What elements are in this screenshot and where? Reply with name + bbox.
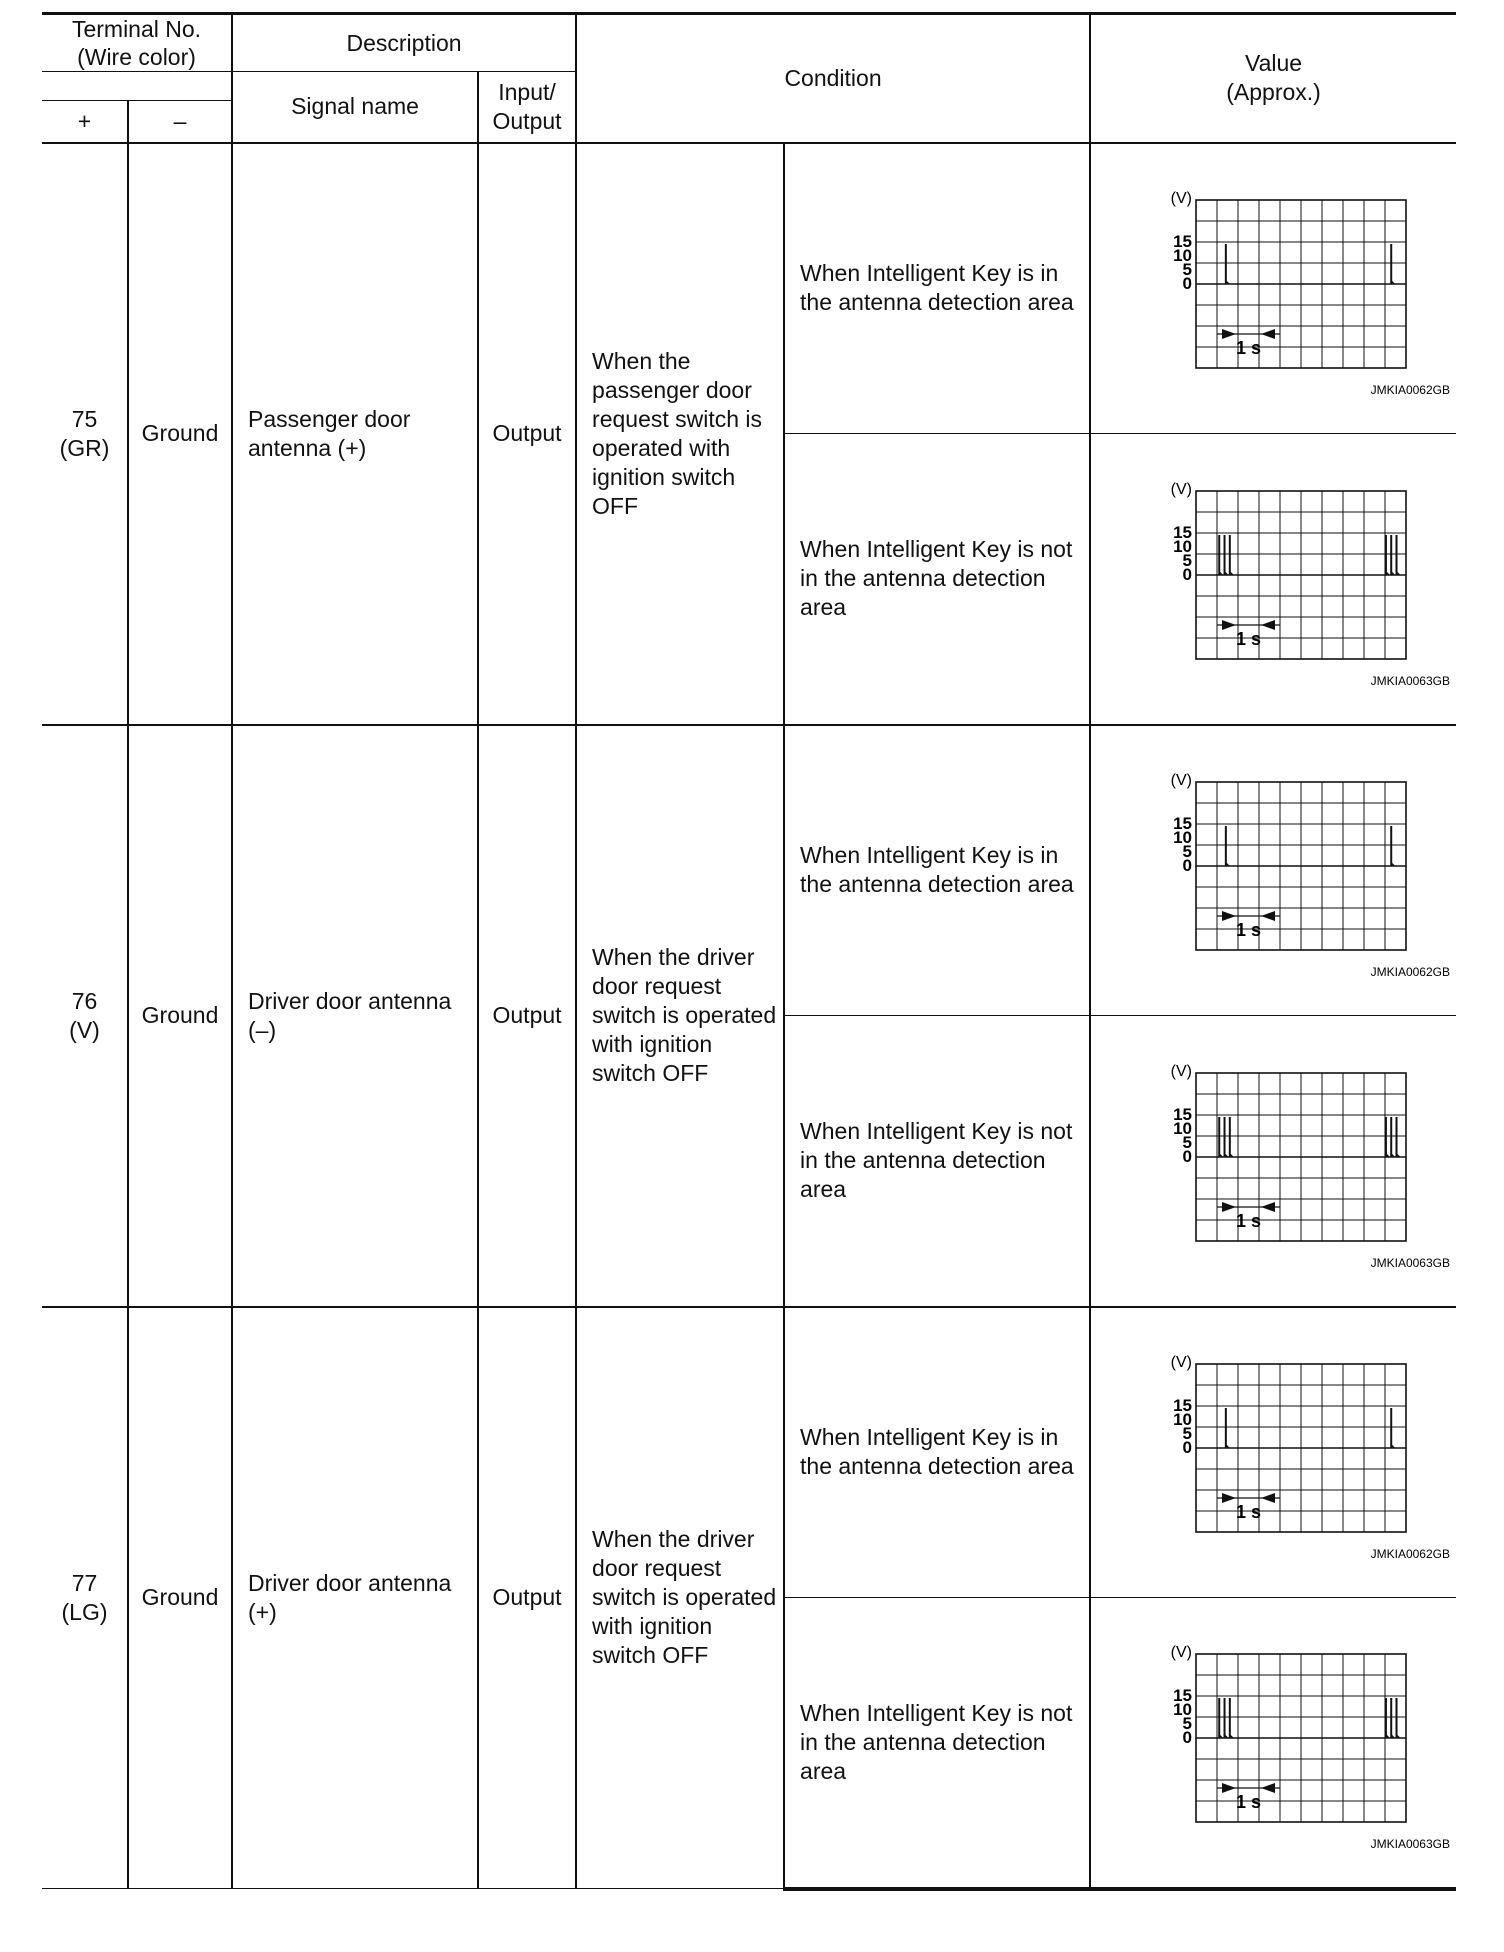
time-marker-label: 1 s [1235, 1502, 1261, 1523]
sub-condition: When Intelligent Key is not in the antenna detection area [784, 1016, 1090, 1307]
y-tick-label: 15 [1172, 1104, 1192, 1124]
terminal-number: 75 [71, 405, 98, 432]
waveform-cell [1090, 725, 1456, 1016]
y-tick-label: 0 [1182, 856, 1192, 876]
figure-id: JMKIA0063GB [1370, 1837, 1450, 1852]
y-tick-label: 10 [1172, 1118, 1192, 1138]
terminal-number: 76 [71, 987, 98, 1014]
y-tick-label: 15 [1172, 232, 1192, 252]
y-axis-label: (V) [1170, 1644, 1192, 1662]
signal-name: Driver door antenna (+) [232, 1307, 478, 1889]
header-signal-name: Signal name [232, 72, 478, 143]
time-marker-arrow-left [1222, 620, 1236, 630]
main-condition: When the passenger door request switch is operated with ignition switch OFF [576, 143, 784, 725]
header-io-line2: Output [492, 107, 562, 134]
header-io [478, 72, 576, 143]
time-marker-arrow-right [1261, 911, 1275, 921]
wire-color: (GR) [59, 434, 110, 461]
minus-terminal: Ground [128, 143, 232, 725]
header-wire-color-label: (Wire color) [77, 44, 196, 70]
figure-id: JMKIA0062GB [1370, 965, 1450, 980]
terminal-table [42, 12, 1456, 1891]
time-marker-arrow-right [1261, 1202, 1275, 1212]
main-condition: When the driver door request switch is operated with ignition switch OFF [576, 1307, 784, 1889]
time-marker-arrow-right [1261, 1493, 1275, 1503]
terminal-number: 77 [71, 1569, 98, 1596]
header-description: Description [232, 14, 576, 72]
time-marker-label: 1 s [1235, 920, 1261, 941]
waveform-cell [1090, 1016, 1456, 1307]
waveform-chart [1124, 182, 1450, 398]
io-type: Output [478, 725, 576, 1307]
waveform-chart [1124, 473, 1450, 688]
time-marker-arrow-left [1222, 1783, 1236, 1793]
time-marker-label: 1 s [1235, 338, 1261, 359]
time-marker-arrow-right [1261, 620, 1275, 630]
time-marker-label: 1 s [1235, 1792, 1261, 1813]
y-tick-label: 10 [1172, 1410, 1192, 1430]
header-terminal [42, 14, 232, 72]
y-tick-label: 5 [1182, 1424, 1192, 1444]
y-tick-label: 10 [1172, 536, 1192, 556]
sub-condition: When Intelligent Key is in the antenna detection area [784, 1307, 1090, 1598]
waveform-cell [1090, 434, 1456, 725]
wire-color: (V) [69, 1016, 100, 1043]
y-tick-label: 15 [1172, 814, 1192, 834]
figure-id: JMKIA0062GB [1370, 383, 1450, 398]
terminal-cell [42, 725, 128, 1307]
y-tick-label: 10 [1172, 828, 1192, 848]
y-tick-label: 0 [1182, 564, 1192, 584]
terminal-cell [42, 143, 128, 725]
wire-color: (LG) [61, 1598, 108, 1625]
y-tick-label: 10 [1172, 246, 1192, 266]
waveform-cell [1090, 143, 1456, 434]
y-tick-label: 5 [1182, 550, 1192, 570]
y-tick-label: 0 [1182, 1438, 1192, 1458]
signal-name: Passenger door antenna (+) [232, 143, 478, 725]
signal-name: Driver door antenna (–) [232, 725, 478, 1307]
waveform-cell [1090, 1598, 1456, 1889]
y-tick-label: 5 [1182, 1132, 1192, 1152]
header-condition: Condition [576, 14, 1090, 143]
y-axis-label: (V) [1170, 1062, 1192, 1080]
sub-condition: When Intelligent Key is in the antenna detection area [784, 725, 1090, 1016]
sub-condition: When Intelligent Key is not in the antenna detection area [784, 434, 1090, 725]
header-plus: + [42, 101, 128, 143]
y-tick-label: 15 [1172, 1686, 1192, 1706]
time-marker-arrow-left [1222, 1493, 1236, 1503]
waveform-cell [1090, 1307, 1456, 1598]
waveform-chart [1124, 1636, 1450, 1852]
main-condition: When the driver door request switch is operated with ignition switch OFF [576, 725, 784, 1307]
time-marker-arrow-left [1222, 911, 1236, 921]
y-tick-label: 5 [1182, 1714, 1192, 1734]
io-type: Output [478, 143, 576, 725]
y-tick-label: 0 [1182, 1728, 1192, 1748]
header-value [1090, 14, 1456, 143]
terminal-cell [42, 1307, 128, 1889]
y-tick-label: 0 [1182, 1146, 1192, 1166]
y-tick-label: 0 [1182, 274, 1192, 294]
header-value-approx: (Approx.) [1226, 79, 1321, 106]
sub-condition: When Intelligent Key is in the antenna detection area [784, 143, 1090, 434]
header-value-label: Value [1244, 50, 1303, 77]
time-marker-arrow-right [1261, 1783, 1275, 1793]
time-marker-label: 1 s [1235, 1210, 1261, 1231]
y-axis-label: (V) [1170, 190, 1192, 208]
waveform-chart [1124, 764, 1450, 980]
figure-id: JMKIA0063GB [1370, 673, 1450, 688]
time-marker-arrow-left [1222, 1202, 1236, 1212]
y-axis-label: (V) [1170, 480, 1192, 498]
figure-id: JMKIA0063GB [1370, 1255, 1450, 1270]
minus-terminal: Ground [128, 1307, 232, 1889]
waveform-chart [1124, 1055, 1450, 1270]
io-type: Output [478, 1307, 576, 1889]
figure-id: JMKIA0062GB [1370, 1547, 1450, 1562]
y-tick-label: 10 [1172, 1700, 1192, 1720]
y-axis-label: (V) [1170, 772, 1192, 790]
header-minus: – [128, 101, 232, 143]
row-76 [42, 725, 1456, 1016]
y-axis-label: (V) [1170, 1354, 1192, 1372]
time-marker-arrow-right [1261, 329, 1275, 339]
y-tick-label: 5 [1182, 260, 1192, 280]
y-tick-label: 15 [1172, 1396, 1192, 1416]
row-77 [42, 1307, 1456, 1598]
time-marker-arrow-left [1222, 329, 1236, 339]
minus-terminal: Ground [128, 725, 232, 1307]
waveform-chart [1124, 1346, 1450, 1562]
row-75 [42, 143, 1456, 434]
header-terminal-label: Terminal No. [71, 16, 202, 42]
sub-condition: When Intelligent Key is not in the antenna detection area [784, 1598, 1090, 1889]
y-tick-label: 5 [1182, 842, 1192, 862]
y-tick-label: 15 [1172, 522, 1192, 542]
header-io-line1: Input/ [498, 78, 556, 105]
time-marker-label: 1 s [1235, 628, 1261, 649]
